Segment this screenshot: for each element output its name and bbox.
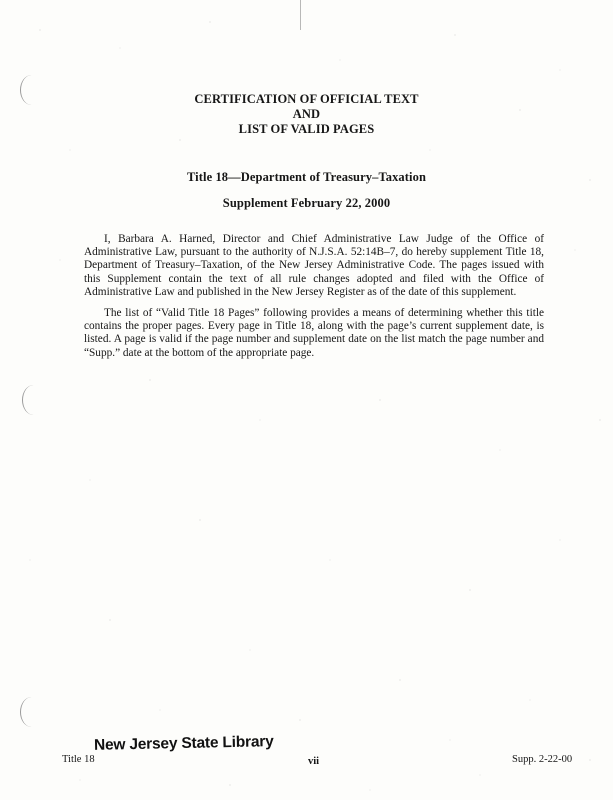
valid-pages-paragraph: The list of “Valid Title 18 Pages” following provides a means of determining whether this title contains the proper pages. Every page in Title 18, along with the page’s current supplement date, is listed. A page is valid if the page number and supplement date on the list match the page number and “Supp.” date at the bottom of the appropriate page. <box>84 307 544 359</box>
supplement-date: Supp. 2-22-00 <box>512 754 573 765</box>
library-stamp: New Jersey State Library <box>93 733 274 754</box>
fold-crease <box>300 0 301 30</box>
supplement-heading: Supplement February 22, 2000 <box>222 196 391 210</box>
valid-pages-heading: LIST OF VALID PAGES <box>238 122 375 136</box>
binder-hole-bottom <box>20 697 43 727</box>
certification-heading: CERTIFICATION OF OFFICIAL TEXT <box>194 92 419 106</box>
and-heading: AND <box>292 107 321 121</box>
certification-paragraph: I, Barbara A. Harned, Director and Chief Administrative Law Judge of the Office of Administrative Law, pursuant to the authority of N.J.S.A. 52:14B–7, do hereby supplement Title 18, Department of Treasury–Taxation, of the New Jersey Administrative Code. The pages issued with this Supplement contain the text of all rule changes adopted and filed with the Office of Administrative Law and published in the New Jersey Register as of the date of this supplement. <box>84 233 544 298</box>
title-heading: Title 18—Department of Treasury–Taxation <box>186 170 427 184</box>
footer-title: Title 18 <box>62 754 95 765</box>
binder-hole-middle <box>22 385 45 415</box>
page-number: vii <box>308 756 320 767</box>
